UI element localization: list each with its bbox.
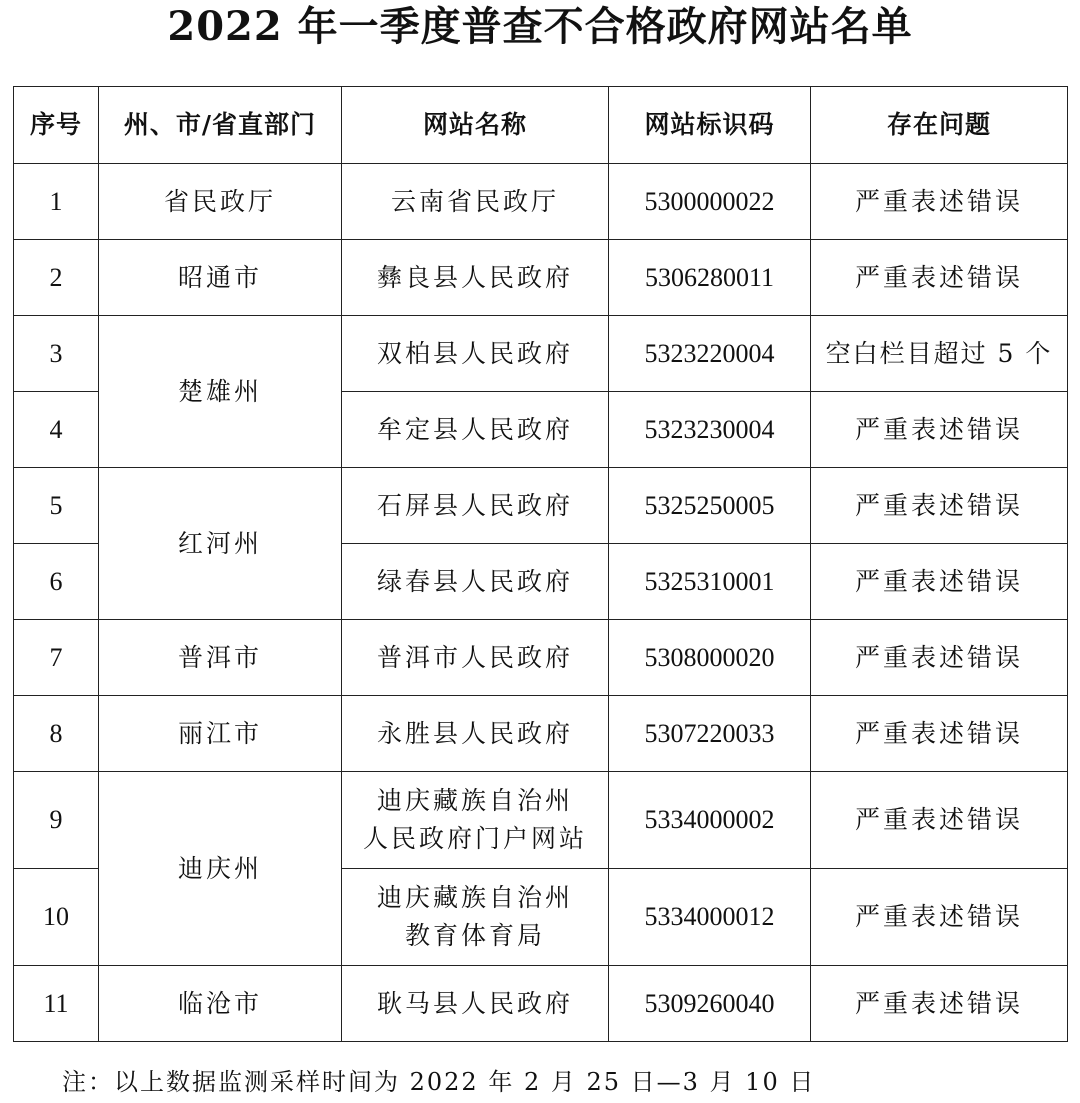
row-dept: 迪庆州 — [99, 772, 342, 966]
table-row — [14, 164, 1068, 240]
header-site-name: 网站名称 — [342, 87, 609, 164]
row-issue: 空白栏目超过 5 个 — [811, 316, 1068, 392]
row-issue: 严重表述错误 — [811, 772, 1068, 869]
site-name-line: 耿马县人民政府 — [376, 988, 573, 1018]
row-no: 5 — [14, 468, 99, 544]
site-name-line: 云南省民政厅 — [390, 186, 559, 216]
row-site-code: 5300000022 — [609, 164, 811, 240]
header-issue: 存在问题 — [811, 87, 1068, 164]
row-site-name — [342, 544, 609, 620]
site-name-line: 迪庆藏族自治州 — [376, 786, 573, 815]
site-name-line: 永胜县人民政府 — [376, 718, 573, 748]
table-header-row — [14, 87, 1068, 164]
row-issue: 严重表述错误 — [811, 620, 1068, 696]
row-dept: 红河州 — [99, 468, 342, 620]
page-title: 2022 年一季度普查不合格政府网站名单 — [167, 3, 913, 50]
row-issue: 严重表述错误 — [811, 164, 1068, 240]
row-issue: 严重表述错误 — [811, 966, 1068, 1042]
row-site-name — [342, 316, 609, 392]
row-dept: 昭通市 — [99, 240, 342, 316]
row-issue: 严重表述错误 — [811, 392, 1068, 468]
row-site-name — [342, 468, 609, 544]
site-name-line: 牟定县人民政府 — [376, 414, 573, 444]
row-no: 3 — [14, 316, 99, 392]
row-dept: 丽江市 — [99, 696, 342, 772]
header-no: 序号 — [14, 87, 99, 164]
row-no: 2 — [14, 240, 99, 316]
site-name-line: 教育体育局 — [404, 921, 545, 950]
row-site-code: 5306280011 — [609, 240, 811, 316]
table-row — [14, 240, 1068, 316]
row-dept: 楚雄州 — [99, 316, 342, 468]
row-site-name — [342, 164, 609, 240]
header-site-code: 网站标识码 — [609, 87, 811, 164]
header-dept: 州、市/省直部门 — [99, 87, 342, 164]
row-site-name — [342, 869, 609, 966]
row-no: 9 — [14, 772, 99, 869]
table-row — [14, 966, 1068, 1042]
site-name-line: 石屏县人民政府 — [376, 490, 573, 520]
row-site-code: 5325310001 — [609, 544, 811, 620]
row-no: 7 — [14, 620, 99, 696]
row-no: 6 — [14, 544, 99, 620]
row-site-code: 5325250005 — [609, 468, 811, 544]
row-site-name — [342, 240, 609, 316]
row-dept: 省民政厅 — [99, 164, 342, 240]
row-no: 1 — [14, 164, 99, 240]
row-site-name — [342, 772, 609, 869]
row-no: 8 — [14, 696, 99, 772]
row-issue: 严重表述错误 — [811, 240, 1068, 316]
site-name-line: 双柏县人民政府 — [376, 338, 573, 368]
row-issue: 严重表述错误 — [811, 869, 1068, 966]
row-site-name — [342, 620, 609, 696]
row-dept: 临沧市 — [99, 966, 342, 1042]
row-site-code: 5309260040 — [609, 966, 811, 1042]
row-site-code: 5334000002 — [609, 772, 811, 869]
table-row — [14, 468, 1068, 544]
row-site-code: 5307220033 — [609, 696, 811, 772]
row-site-name — [342, 392, 609, 468]
site-name-line: 彝良县人民政府 — [376, 262, 573, 292]
site-name-line: 普洱市人民政府 — [376, 642, 573, 672]
footnote: 注：以上数据监测采样时间为 2022 年 2 月 25 日—3 月 10 日 — [62, 1068, 816, 1096]
row-site-code: 5323220004 — [609, 316, 811, 392]
row-dept: 普洱市 — [99, 620, 342, 696]
row-no: 4 — [14, 392, 99, 468]
table-row — [14, 696, 1068, 772]
table-row — [14, 772, 1068, 869]
table-row — [14, 620, 1068, 696]
site-name-line: 绿春县人民政府 — [376, 566, 573, 596]
row-site-code: 5323230004 — [609, 392, 811, 468]
row-issue: 严重表述错误 — [811, 544, 1068, 620]
row-site-code: 5334000012 — [609, 869, 811, 966]
row-site-code: 5308000020 — [609, 620, 811, 696]
site-name-line: 人民政府门户网站 — [362, 824, 587, 853]
site-name-line: 迪庆藏族自治州 — [376, 883, 573, 912]
row-site-name — [342, 696, 609, 772]
row-issue: 严重表述错误 — [811, 468, 1068, 544]
row-no: 11 — [14, 966, 99, 1042]
row-issue: 严重表述错误 — [811, 696, 1068, 772]
table-row — [14, 316, 1068, 392]
row-site-name — [342, 966, 609, 1042]
row-no: 10 — [14, 869, 99, 966]
noncompliant-sites-table — [13, 86, 1068, 1042]
